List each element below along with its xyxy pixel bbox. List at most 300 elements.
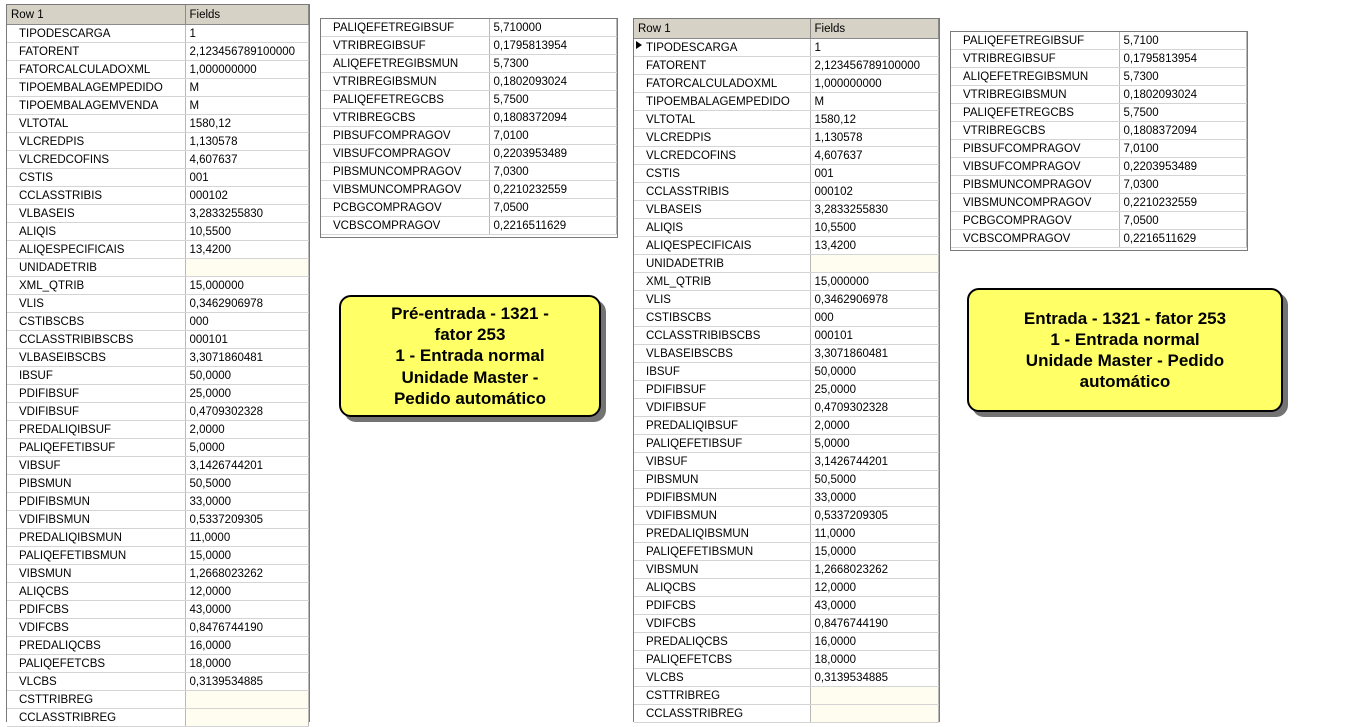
table-row[interactable] bbox=[634, 399, 939, 417]
table-row[interactable] bbox=[634, 237, 939, 255]
field-name-cell[interactable]: PDIFCBS bbox=[7, 601, 185, 619]
field-value-cell[interactable]: 000102 bbox=[185, 187, 309, 205]
field-name-cell[interactable]: VDIFIBSMUN bbox=[7, 511, 185, 529]
field-value-cell[interactable]: 5,0000 bbox=[185, 439, 309, 457]
field-name-cell[interactable]: PALIQEFETIBSMUN bbox=[634, 543, 810, 561]
field-value-cell[interactable]: M bbox=[810, 93, 939, 111]
field-name-cell[interactable]: PCBGCOMPRAGOV bbox=[321, 199, 489, 217]
table-row[interactable] bbox=[321, 19, 617, 37]
field-value-cell[interactable]: 0,2203953489 bbox=[489, 145, 617, 163]
field-value-cell[interactable]: 1580,12 bbox=[810, 111, 939, 129]
field-value-cell[interactable]: 7,0500 bbox=[489, 199, 617, 217]
field-name-cell[interactable]: VTRIBREGIBSMUN bbox=[951, 86, 1119, 104]
field-value-cell[interactable]: 1,2668023262 bbox=[810, 561, 939, 579]
table-row[interactable] bbox=[634, 165, 939, 183]
field-value-cell[interactable]: 16,0000 bbox=[810, 633, 939, 651]
table-row[interactable] bbox=[7, 313, 309, 331]
field-value-cell[interactable]: 000101 bbox=[185, 331, 309, 349]
field-name-cell[interactable]: CCLASSTRIBIS bbox=[7, 187, 185, 205]
field-value-cell[interactable]: 18,0000 bbox=[185, 655, 309, 673]
field-value-cell[interactable]: 5,7500 bbox=[489, 91, 617, 109]
field-name-cell[interactable]: ALIQEFETREGIBSMUN bbox=[321, 55, 489, 73]
field-name-cell[interactable]: CSTTRIBREG bbox=[7, 691, 185, 709]
field-name-cell[interactable]: VLBASEIBSCBS bbox=[634, 345, 810, 363]
field-value-cell[interactable]: 0,5337209305 bbox=[185, 511, 309, 529]
table-row[interactable] bbox=[634, 363, 939, 381]
field-name-cell[interactable]: PALIQEFETREGIBSUF bbox=[321, 19, 489, 37]
field-value-cell[interactable]: 10,5500 bbox=[810, 219, 939, 237]
field-name-cell[interactable]: VIBSUFCOMPRAGOV bbox=[951, 158, 1119, 176]
table-row[interactable] bbox=[7, 655, 309, 673]
field-name-cell[interactable]: TIPODESCARGA bbox=[634, 39, 810, 57]
field-value-cell[interactable]: 50,0000 bbox=[810, 363, 939, 381]
field-name-cell[interactable]: PALIQEFETREGIBSUF bbox=[951, 32, 1119, 50]
table-row[interactable] bbox=[7, 25, 309, 43]
table-row[interactable] bbox=[7, 529, 309, 547]
field-value-cell[interactable]: 15,000000 bbox=[810, 273, 939, 291]
table-row[interactable] bbox=[634, 93, 939, 111]
field-value-cell[interactable]: 43,0000 bbox=[810, 597, 939, 615]
field-name-cell[interactable]: ALIQCBS bbox=[634, 579, 810, 597]
field-name-cell[interactable]: VIBSUF bbox=[7, 457, 185, 475]
table-row[interactable] bbox=[321, 145, 617, 163]
field-value-cell[interactable]: 0,1808372094 bbox=[1119, 122, 1247, 140]
field-value-cell[interactable]: 25,0000 bbox=[810, 381, 939, 399]
table-row[interactable] bbox=[634, 489, 939, 507]
field-name-cell[interactable]: VLTOTAL bbox=[634, 111, 810, 129]
field-name-cell[interactable]: PDIFIBSUF bbox=[634, 381, 810, 399]
table-row[interactable] bbox=[951, 212, 1247, 230]
field-name-cell[interactable]: CCLASSTRIBIBSCBS bbox=[7, 331, 185, 349]
field-value-cell[interactable]: 5,7500 bbox=[1119, 104, 1247, 122]
field-name-cell[interactable]: PALIQEFETIBSMUN bbox=[7, 547, 185, 565]
table-row[interactable] bbox=[634, 435, 939, 453]
table-row[interactable] bbox=[7, 259, 309, 277]
field-name-cell[interactable]: PALIQEFETIBSUF bbox=[7, 439, 185, 457]
field-name-cell[interactable]: ALIQESPECIFICAIS bbox=[634, 237, 810, 255]
field-name-cell[interactable]: CSTIS bbox=[634, 165, 810, 183]
table-row[interactable] bbox=[7, 151, 309, 169]
field-value-cell[interactable]: 12,0000 bbox=[185, 583, 309, 601]
field-name-cell[interactable]: CSTIS bbox=[7, 169, 185, 187]
table-row[interactable] bbox=[7, 115, 309, 133]
table-row[interactable] bbox=[321, 73, 617, 91]
field-name-cell[interactable]: PREDALIQCBS bbox=[7, 637, 185, 655]
table-row[interactable] bbox=[951, 176, 1247, 194]
field-name-cell[interactable]: PALIQEFETCBS bbox=[7, 655, 185, 673]
field-value-cell[interactable]: 0,4709302328 bbox=[185, 403, 309, 421]
table-row[interactable] bbox=[7, 61, 309, 79]
field-name-cell[interactable]: FATORCALCULADOXML bbox=[7, 61, 185, 79]
field-name-cell[interactable]: PIBSMUN bbox=[634, 471, 810, 489]
field-name-cell[interactable]: PREDALIQIBSUF bbox=[634, 417, 810, 435]
field-value-cell[interactable]: 50,5000 bbox=[185, 475, 309, 493]
field-name-cell[interactable]: CCLASSTRIBIBSCBS bbox=[634, 327, 810, 345]
field-value-cell[interactable]: 4,607637 bbox=[810, 147, 939, 165]
table-row[interactable] bbox=[951, 158, 1247, 176]
table-row[interactable] bbox=[321, 199, 617, 217]
field-name-cell[interactable]: VTRIBREGIBSMUN bbox=[321, 73, 489, 91]
field-name-cell[interactable]: VLCBS bbox=[634, 669, 810, 687]
table-row[interactable] bbox=[634, 75, 939, 93]
field-value-cell[interactable]: 0,1795813954 bbox=[1119, 50, 1247, 68]
field-value-cell[interactable]: 0,2216511629 bbox=[489, 217, 617, 235]
field-value-cell[interactable]: 000 bbox=[810, 309, 939, 327]
field-value-cell[interactable]: 000 bbox=[185, 313, 309, 331]
field-name-cell[interactable]: VIBSUF bbox=[634, 453, 810, 471]
field-name-cell[interactable]: PIBSUFCOMPRAGOV bbox=[951, 140, 1119, 158]
table-row[interactable] bbox=[634, 219, 939, 237]
field-value-cell[interactable]: 0,1802093024 bbox=[1119, 86, 1247, 104]
field-value-cell[interactable]: 1 bbox=[810, 39, 939, 57]
field-value-cell[interactable]: 1 bbox=[185, 25, 309, 43]
table-row[interactable] bbox=[634, 57, 939, 75]
table-row[interactable] bbox=[634, 39, 939, 57]
table-row[interactable] bbox=[321, 181, 617, 199]
field-name-cell[interactable]: TIPODESCARGA bbox=[7, 25, 185, 43]
table-row[interactable] bbox=[951, 230, 1247, 248]
field-value-cell[interactable]: 1580,12 bbox=[185, 115, 309, 133]
table-row[interactable] bbox=[951, 194, 1247, 212]
field-value-cell[interactable]: 2,123456789100000 bbox=[810, 57, 939, 75]
table-row[interactable] bbox=[7, 223, 309, 241]
field-value-cell[interactable]: 3,3071860481 bbox=[810, 345, 939, 363]
field-name-cell[interactable]: PREDALIQIBSMUN bbox=[7, 529, 185, 547]
table-row[interactable] bbox=[7, 691, 309, 709]
table-row[interactable] bbox=[7, 439, 309, 457]
field-value-cell[interactable]: 7,0100 bbox=[489, 127, 617, 145]
table-row[interactable] bbox=[7, 511, 309, 529]
field-value-cell[interactable]: 4,607637 bbox=[185, 151, 309, 169]
field-value-cell[interactable]: 7,0100 bbox=[1119, 140, 1247, 158]
field-name-cell[interactable]: CCLASSTRIBREG bbox=[7, 709, 185, 727]
table-row[interactable] bbox=[634, 633, 939, 651]
table-row[interactable] bbox=[7, 205, 309, 223]
field-name-cell[interactable]: VLIS bbox=[634, 291, 810, 309]
field-value-cell[interactable] bbox=[810, 687, 939, 705]
field-name-cell[interactable]: PCBGCOMPRAGOV bbox=[951, 212, 1119, 230]
column-header-fields[interactable]: Fields bbox=[185, 5, 309, 25]
field-value-cell[interactable]: 1,2668023262 bbox=[185, 565, 309, 583]
table-row[interactable] bbox=[634, 651, 939, 669]
table-row[interactable] bbox=[7, 457, 309, 475]
table-row[interactable] bbox=[634, 111, 939, 129]
field-name-cell[interactable]: PALIQEFETIBSUF bbox=[634, 435, 810, 453]
table-row[interactable] bbox=[634, 705, 939, 723]
field-value-cell[interactable]: 5,7300 bbox=[489, 55, 617, 73]
field-value-cell[interactable]: 0,2210232559 bbox=[1119, 194, 1247, 212]
field-value-cell[interactable]: 7,0300 bbox=[489, 163, 617, 181]
field-value-cell[interactable]: 0,2216511629 bbox=[1119, 230, 1247, 248]
table-row[interactable] bbox=[634, 381, 939, 399]
field-value-cell[interactable]: 43,0000 bbox=[185, 601, 309, 619]
field-name-cell[interactable]: VLBASEIS bbox=[7, 205, 185, 223]
table-row[interactable] bbox=[7, 565, 309, 583]
table-row[interactable] bbox=[7, 43, 309, 61]
field-value-cell[interactable]: 13,4200 bbox=[810, 237, 939, 255]
field-value-cell[interactable]: 13,4200 bbox=[185, 241, 309, 259]
field-value-cell[interactable]: 0,2210232559 bbox=[489, 181, 617, 199]
field-name-cell[interactable]: VLIS bbox=[7, 295, 185, 313]
field-name-cell[interactable]: CSTIBSCBS bbox=[7, 313, 185, 331]
table-row[interactable] bbox=[634, 561, 939, 579]
field-value-cell[interactable]: 001 bbox=[810, 165, 939, 183]
field-value-cell[interactable]: 11,0000 bbox=[810, 525, 939, 543]
field-value-cell[interactable]: 0,5337209305 bbox=[810, 507, 939, 525]
field-name-cell[interactable]: VIBSUFCOMPRAGOV bbox=[321, 145, 489, 163]
table-row[interactable] bbox=[7, 421, 309, 439]
field-value-cell[interactable]: 0,3462906978 bbox=[185, 295, 309, 313]
field-name-cell[interactable]: XML_QTRIB bbox=[634, 273, 810, 291]
field-value-cell[interactable]: 0,3139534885 bbox=[185, 673, 309, 691]
fields-grid-left-continued[interactable] bbox=[320, 18, 618, 238]
field-value-cell[interactable]: 0,3139534885 bbox=[810, 669, 939, 687]
field-value-cell[interactable]: 000102 bbox=[810, 183, 939, 201]
field-name-cell[interactable]: CSTIBSCBS bbox=[634, 309, 810, 327]
field-name-cell[interactable]: VIBSMUN bbox=[7, 565, 185, 583]
field-value-cell[interactable]: 0,1808372094 bbox=[489, 109, 617, 127]
table-row[interactable] bbox=[951, 140, 1247, 158]
field-name-cell[interactable]: VIBSMUNCOMPRAGOV bbox=[321, 181, 489, 199]
field-name-cell[interactable]: UNIDADETRIB bbox=[7, 259, 185, 277]
field-value-cell[interactable]: 10,5500 bbox=[185, 223, 309, 241]
field-value-cell[interactable]: 2,0000 bbox=[810, 417, 939, 435]
table-row[interactable] bbox=[321, 127, 617, 145]
field-name-cell[interactable]: VLCREDPIS bbox=[634, 129, 810, 147]
field-name-cell[interactable]: CSTTRIBREG bbox=[634, 687, 810, 705]
table-row[interactable] bbox=[7, 79, 309, 97]
column-header-row1[interactable]: Row 1 bbox=[634, 19, 810, 39]
table-row[interactable] bbox=[7, 583, 309, 601]
table-row[interactable] bbox=[634, 507, 939, 525]
field-value-cell[interactable]: 0,8476744190 bbox=[810, 615, 939, 633]
table-row[interactable] bbox=[634, 687, 939, 705]
field-name-cell[interactable]: VLBASEIBSCBS bbox=[7, 349, 185, 367]
field-name-cell[interactable]: VIBSMUN bbox=[634, 561, 810, 579]
table-row[interactable] bbox=[321, 91, 617, 109]
table-row[interactable] bbox=[7, 601, 309, 619]
table-row[interactable] bbox=[634, 669, 939, 687]
table-row[interactable] bbox=[7, 619, 309, 637]
table-row[interactable] bbox=[321, 55, 617, 73]
field-name-cell[interactable]: VTRIBREGIBSUF bbox=[951, 50, 1119, 68]
field-value-cell[interactable]: 3,2833255830 bbox=[185, 205, 309, 223]
field-value-cell[interactable]: 33,0000 bbox=[810, 489, 939, 507]
field-name-cell[interactable]: VLCREDPIS bbox=[7, 133, 185, 151]
field-name-cell[interactable]: ALIQIS bbox=[634, 219, 810, 237]
field-value-cell[interactable]: 1,130578 bbox=[185, 133, 309, 151]
table-row[interactable] bbox=[634, 579, 939, 597]
table-row[interactable] bbox=[634, 183, 939, 201]
field-name-cell[interactable]: CCLASSTRIBIS bbox=[634, 183, 810, 201]
field-value-cell[interactable]: 3,2833255830 bbox=[810, 201, 939, 219]
field-name-cell[interactable]: ALIQEFETREGIBSMUN bbox=[951, 68, 1119, 86]
table-row[interactable] bbox=[634, 471, 939, 489]
table-row[interactable] bbox=[634, 543, 939, 561]
field-value-cell[interactable]: 0,4709302328 bbox=[810, 399, 939, 417]
field-name-cell[interactable]: VCBSCOMPRAGOV bbox=[321, 217, 489, 235]
field-name-cell[interactable]: PIBSMUNCOMPRAGOV bbox=[321, 163, 489, 181]
field-value-cell[interactable]: 000101 bbox=[810, 327, 939, 345]
field-name-cell[interactable]: VIBSMUNCOMPRAGOV bbox=[951, 194, 1119, 212]
table-row[interactable] bbox=[634, 291, 939, 309]
table-row[interactable] bbox=[634, 309, 939, 327]
field-value-cell[interactable]: 5,710000 bbox=[489, 19, 617, 37]
field-value-cell[interactable]: 11,0000 bbox=[185, 529, 309, 547]
field-value-cell[interactable]: 001 bbox=[185, 169, 309, 187]
field-name-cell[interactable]: CCLASSTRIBREG bbox=[634, 705, 810, 723]
field-name-cell[interactable]: IBSUF bbox=[7, 367, 185, 385]
field-name-cell[interactable]: TIPOEMBALAGEMPEDIDO bbox=[634, 93, 810, 111]
field-name-cell[interactable]: VDIFCBS bbox=[7, 619, 185, 637]
table-row[interactable] bbox=[7, 133, 309, 151]
field-value-cell[interactable]: 1,000000000 bbox=[185, 61, 309, 79]
field-name-cell[interactable]: FATORENT bbox=[7, 43, 185, 61]
field-name-cell[interactable]: ALIQESPECIFICAIS bbox=[7, 241, 185, 259]
field-value-cell[interactable]: 1,000000000 bbox=[810, 75, 939, 93]
table-row[interactable] bbox=[7, 673, 309, 691]
field-value-cell[interactable]: 7,0300 bbox=[1119, 176, 1247, 194]
field-name-cell[interactable]: VDIFIBSUF bbox=[634, 399, 810, 417]
field-name-cell[interactable]: VDIFCBS bbox=[634, 615, 810, 633]
table-row[interactable] bbox=[7, 403, 309, 421]
field-name-cell[interactable]: PREDALIQIBSUF bbox=[7, 421, 185, 439]
field-name-cell[interactable]: PIBSMUNCOMPRAGOV bbox=[951, 176, 1119, 194]
field-name-cell[interactable]: VTRIBREGCBS bbox=[951, 122, 1119, 140]
column-header-fields[interactable]: Fields bbox=[810, 19, 939, 39]
field-value-cell[interactable]: 33,0000 bbox=[185, 493, 309, 511]
field-name-cell[interactable]: PREDALIQCBS bbox=[634, 633, 810, 651]
field-name-cell[interactable]: PIBSMUN bbox=[7, 475, 185, 493]
table-row[interactable] bbox=[634, 129, 939, 147]
field-name-cell[interactable]: TIPOEMBALAGEMPEDIDO bbox=[7, 79, 185, 97]
table-row[interactable] bbox=[951, 32, 1247, 50]
field-value-cell[interactable]: 7,0500 bbox=[1119, 212, 1247, 230]
field-name-cell[interactable]: PALIQEFETREGCBS bbox=[321, 91, 489, 109]
field-value-cell[interactable]: 15,0000 bbox=[185, 547, 309, 565]
field-value-cell[interactable]: M bbox=[185, 79, 309, 97]
table-row[interactable] bbox=[7, 349, 309, 367]
field-name-cell[interactable]: ALIQIS bbox=[7, 223, 185, 241]
field-value-cell[interactable]: 18,0000 bbox=[810, 651, 939, 669]
field-name-cell[interactable]: FATORENT bbox=[634, 57, 810, 75]
table-row[interactable] bbox=[321, 163, 617, 181]
field-name-cell[interactable]: PREDALIQIBSMUN bbox=[634, 525, 810, 543]
table-row[interactable] bbox=[7, 169, 309, 187]
table-row[interactable] bbox=[7, 97, 309, 115]
field-value-cell[interactable]: M bbox=[185, 97, 309, 115]
field-name-cell[interactable]: VLCREDCOFINS bbox=[634, 147, 810, 165]
table-row[interactable] bbox=[634, 597, 939, 615]
table-row[interactable] bbox=[951, 68, 1247, 86]
field-value-cell[interactable] bbox=[810, 705, 939, 723]
field-value-cell[interactable]: 0,2203953489 bbox=[1119, 158, 1247, 176]
table-row[interactable] bbox=[634, 147, 939, 165]
field-name-cell[interactable]: ALIQCBS bbox=[7, 583, 185, 601]
field-name-cell[interactable]: PIBSUFCOMPRAGOV bbox=[321, 127, 489, 145]
field-name-cell[interactable]: FATORCALCULADOXML bbox=[634, 75, 810, 93]
fields-grid-right-continued[interactable] bbox=[950, 31, 1248, 251]
table-row[interactable] bbox=[634, 345, 939, 363]
field-value-cell[interactable]: 15,000000 bbox=[185, 277, 309, 295]
field-value-cell[interactable]: 0,1802093024 bbox=[489, 73, 617, 91]
field-value-cell[interactable] bbox=[185, 691, 309, 709]
field-name-cell[interactable]: XML_QTRIB bbox=[7, 277, 185, 295]
fields-grid-left[interactable] bbox=[6, 4, 310, 722]
table-row[interactable] bbox=[634, 255, 939, 273]
table-row[interactable] bbox=[951, 104, 1247, 122]
table-row[interactable] bbox=[634, 327, 939, 345]
field-name-cell[interactable]: IBSUF bbox=[634, 363, 810, 381]
field-name-cell[interactable]: VTRIBREGIBSUF bbox=[321, 37, 489, 55]
field-name-cell[interactable]: PDIFIBSMUN bbox=[7, 493, 185, 511]
field-value-cell[interactable]: 1,130578 bbox=[810, 129, 939, 147]
field-value-cell[interactable]: 5,7100 bbox=[1119, 32, 1247, 50]
field-name-cell[interactable]: VCBSCOMPRAGOV bbox=[951, 230, 1119, 248]
field-name-cell[interactable]: VDIFIBSUF bbox=[7, 403, 185, 421]
table-row[interactable] bbox=[7, 241, 309, 259]
field-value-cell[interactable] bbox=[810, 255, 939, 273]
field-value-cell[interactable]: 50,0000 bbox=[185, 367, 309, 385]
table-row[interactable] bbox=[7, 331, 309, 349]
table-row[interactable] bbox=[7, 493, 309, 511]
field-value-cell[interactable]: 50,5000 bbox=[810, 471, 939, 489]
table-row[interactable] bbox=[321, 37, 617, 55]
table-row[interactable] bbox=[7, 475, 309, 493]
field-name-cell[interactable]: PALIQEFETCBS bbox=[634, 651, 810, 669]
table-row[interactable] bbox=[7, 385, 309, 403]
field-name-cell[interactable]: PDIFIBSMUN bbox=[634, 489, 810, 507]
table-row[interactable] bbox=[7, 187, 309, 205]
field-value-cell[interactable]: 3,1426744201 bbox=[810, 453, 939, 471]
field-value-cell[interactable]: 0,1795813954 bbox=[489, 37, 617, 55]
field-name-cell[interactable]: PDIFCBS bbox=[634, 597, 810, 615]
field-value-cell[interactable]: 0,3462906978 bbox=[810, 291, 939, 309]
field-value-cell[interactable]: 2,0000 bbox=[185, 421, 309, 439]
field-value-cell[interactable]: 15,0000 bbox=[810, 543, 939, 561]
table-row[interactable] bbox=[634, 201, 939, 219]
field-name-cell[interactable]: VTRIBREGCBS bbox=[321, 109, 489, 127]
field-value-cell[interactable]: 3,3071860481 bbox=[185, 349, 309, 367]
table-row[interactable] bbox=[951, 122, 1247, 140]
field-name-cell[interactable]: VDIFIBSMUN bbox=[634, 507, 810, 525]
table-row[interactable] bbox=[951, 86, 1247, 104]
field-name-cell[interactable]: VLTOTAL bbox=[7, 115, 185, 133]
field-value-cell[interactable]: 5,0000 bbox=[810, 435, 939, 453]
field-name-cell[interactable]: UNIDADETRIB bbox=[634, 255, 810, 273]
field-name-cell[interactable]: VLCBS bbox=[7, 673, 185, 691]
field-value-cell[interactable] bbox=[185, 259, 309, 277]
table-row[interactable] bbox=[634, 615, 939, 633]
field-name-cell[interactable]: TIPOEMBALAGEMVENDA bbox=[7, 97, 185, 115]
table-row[interactable] bbox=[7, 367, 309, 385]
table-row[interactable] bbox=[634, 417, 939, 435]
table-row[interactable] bbox=[7, 547, 309, 565]
table-row[interactable] bbox=[7, 637, 309, 655]
table-row[interactable] bbox=[634, 453, 939, 471]
field-value-cell[interactable]: 0,8476744190 bbox=[185, 619, 309, 637]
table-row[interactable] bbox=[951, 50, 1247, 68]
table-row[interactable] bbox=[7, 277, 309, 295]
column-header-row1[interactable]: Row 1 bbox=[7, 5, 185, 25]
field-value-cell[interactable]: 16,0000 bbox=[185, 637, 309, 655]
field-name-cell[interactable]: VLBASEIS bbox=[634, 201, 810, 219]
field-value-cell[interactable]: 25,0000 bbox=[185, 385, 309, 403]
field-name-cell[interactable]: PDIFIBSUF bbox=[7, 385, 185, 403]
table-row[interactable] bbox=[321, 217, 617, 235]
field-value-cell[interactable]: 12,0000 bbox=[810, 579, 939, 597]
table-row[interactable] bbox=[634, 273, 939, 291]
